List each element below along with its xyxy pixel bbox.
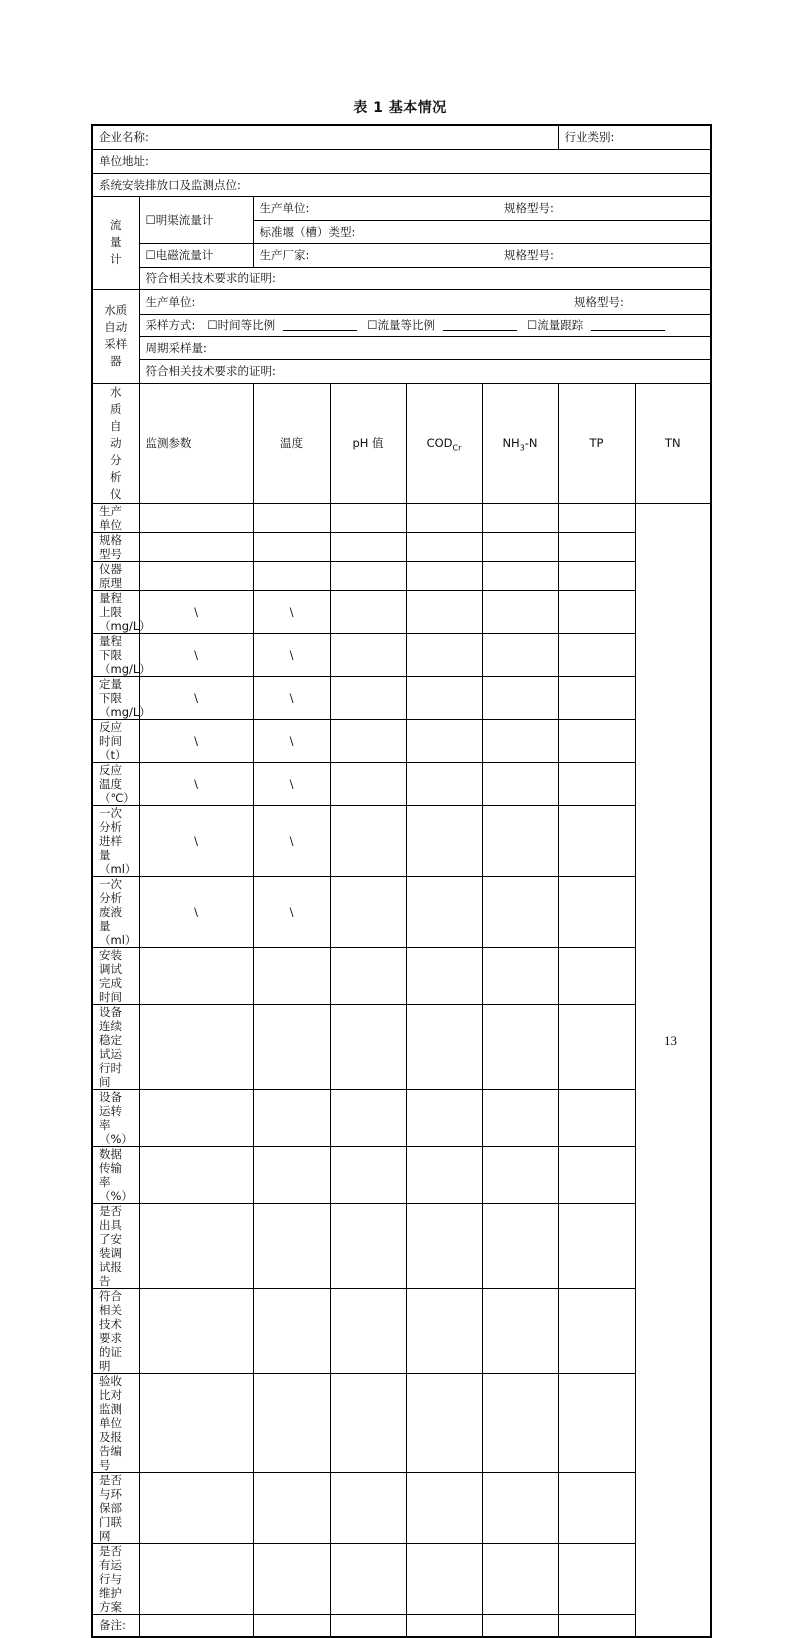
value-cell-cod[interactable] xyxy=(330,503,406,532)
table-row xyxy=(92,1614,711,1637)
parameter-label: 验收比对监测单位及报告编号 xyxy=(92,1373,139,1472)
parameter-label: 是否出具了安装调试报告 xyxy=(92,1203,139,1288)
value-cell-nh3n[interactable] xyxy=(406,561,482,590)
table-row xyxy=(92,1472,711,1543)
table-row xyxy=(92,805,711,876)
value-cell-nh3n[interactable] xyxy=(406,719,482,762)
value-cell-temp[interactable] xyxy=(139,1203,253,1288)
analyzer-group-label: 水 质 自 动 分 析 仪 xyxy=(92,383,139,503)
sampler-manufacturer-field[interactable]: 生产单位: xyxy=(145,294,196,309)
sampler-group-label: 水质 自动 采样 器 xyxy=(92,289,139,383)
value-cell-tn[interactable] xyxy=(558,762,635,805)
parameter-label: 定量下限（mg/L） xyxy=(92,676,139,719)
value-cell-cod[interactable] xyxy=(330,633,406,676)
value-cell-temp[interactable] xyxy=(139,1614,253,1637)
parameter-label: 一次分析废液量（ml） xyxy=(92,876,139,947)
company-row xyxy=(92,125,711,149)
col-header-tp: TP xyxy=(558,383,635,503)
value-cell-tn[interactable] xyxy=(558,1203,635,1288)
value-cell-tp[interactable] xyxy=(482,1203,558,1288)
table-row xyxy=(92,676,711,719)
table-row xyxy=(92,762,711,805)
sampler-row-3 xyxy=(92,336,711,359)
value-cell-tp[interactable] xyxy=(482,876,558,947)
outlet-row xyxy=(92,173,711,196)
parameter-label: 安装调试完成时间 xyxy=(92,947,139,1004)
value-cell-tn[interactable] xyxy=(558,1146,635,1203)
flow-proportional-blank[interactable] xyxy=(443,320,517,331)
value-cell-temp[interactable]: \ xyxy=(139,590,253,633)
flowmeter-group-label: 流 量 计 xyxy=(92,196,139,289)
value-cell-nh3n[interactable] xyxy=(406,590,482,633)
value-cell-nh3n[interactable] xyxy=(406,633,482,676)
flowmeter-manufacturer-field[interactable]: 生产单位: xyxy=(259,201,310,215)
value-cell-temp[interactable] xyxy=(139,561,253,590)
value-cell-nh3n[interactable] xyxy=(406,1614,482,1637)
parameter-label: 设备连续稳定试运行时间 xyxy=(92,1004,139,1089)
parameter-label: 设备运转率（%） xyxy=(92,1089,139,1146)
parameter-label: 量程上限（mg/L） xyxy=(92,590,139,633)
sampler-manufacturer-row xyxy=(139,289,711,314)
value-cell-tp[interactable] xyxy=(482,1373,558,1472)
parameter-label: 规格型号 xyxy=(92,532,139,561)
value-cell-temp[interactable] xyxy=(139,1472,253,1543)
flowmeter-row-4 xyxy=(92,267,711,289)
value-cell-tn[interactable] xyxy=(558,876,635,947)
outlet-field[interactable]: 系统安装排放口及监测点位: xyxy=(92,173,711,196)
value-cell-tp[interactable] xyxy=(482,590,558,633)
value-cell-cod[interactable] xyxy=(330,1288,406,1373)
table-row xyxy=(92,561,711,590)
value-cell-tp[interactable] xyxy=(482,1288,558,1373)
value-cell-ph[interactable]: \ xyxy=(253,719,330,762)
value-cell-temp[interactable] xyxy=(139,503,253,532)
value-cell-tn[interactable] xyxy=(558,1288,635,1373)
value-cell-ph[interactable] xyxy=(253,503,330,532)
time-proportional-checkbox[interactable]: ☐时间等比例 xyxy=(207,318,276,332)
value-cell-cod[interactable] xyxy=(330,532,406,561)
value-cell-nh3n[interactable] xyxy=(406,805,482,876)
value-cell-ph[interactable]: \ xyxy=(253,876,330,947)
value-cell-temp[interactable] xyxy=(139,1146,253,1203)
value-cell-tp[interactable] xyxy=(482,762,558,805)
value-cell-nh3n[interactable] xyxy=(406,1288,482,1373)
value-cell-tn[interactable] xyxy=(558,1543,635,1614)
value-cell-temp[interactable] xyxy=(139,1089,253,1146)
value-cell-tp[interactable] xyxy=(482,1614,558,1637)
parameter-label: 生产单位 xyxy=(92,503,139,532)
value-cell-nh3n[interactable] xyxy=(406,676,482,719)
value-cell-cod[interactable] xyxy=(330,762,406,805)
parameter-label: 一次分析进样量（ml） xyxy=(92,805,139,876)
value-cell-temp[interactable] xyxy=(139,1288,253,1373)
parameter-label: 数据传输率（%） xyxy=(92,1146,139,1203)
value-cell-temp[interactable]: \ xyxy=(139,676,253,719)
value-cell-ph[interactable]: \ xyxy=(253,676,330,719)
value-cell-ph[interactable]: \ xyxy=(253,805,330,876)
value-cell-tn[interactable] xyxy=(558,561,635,590)
sampler-row-2 xyxy=(92,314,711,336)
value-cell-temp[interactable]: \ xyxy=(139,719,253,762)
sampling-method-label: 采样方式: xyxy=(145,318,196,332)
value-cell-nh3n[interactable] xyxy=(406,1472,482,1543)
value-cell-tp[interactable] xyxy=(482,1146,558,1203)
page-number: 13 xyxy=(664,1033,677,1048)
value-cell-nh3n[interactable] xyxy=(406,762,482,805)
value-cell-ph[interactable] xyxy=(253,1146,330,1203)
value-cell-tn[interactable] xyxy=(558,503,635,532)
table-row xyxy=(92,1004,711,1089)
value-cell-nh3n[interactable] xyxy=(406,1004,482,1089)
table-row xyxy=(92,719,711,762)
value-cell-cod[interactable] xyxy=(330,805,406,876)
value-cell-temp[interactable] xyxy=(139,1373,253,1472)
value-cell-cod[interactable] xyxy=(330,590,406,633)
value-cell-ph[interactable]: \ xyxy=(253,590,330,633)
value-cell-ph[interactable] xyxy=(253,1472,330,1543)
parameter-label: 备注: xyxy=(92,1614,139,1637)
value-cell-cod[interactable] xyxy=(330,1089,406,1146)
value-cell-cod[interactable] xyxy=(330,561,406,590)
table-row xyxy=(92,1089,711,1146)
value-cell-tp[interactable] xyxy=(482,1089,558,1146)
value-cell-tn[interactable] xyxy=(558,590,635,633)
open-channel-flowmeter-checkbox[interactable]: ☐明渠流量计 xyxy=(139,196,253,243)
value-cell-tn[interactable] xyxy=(558,719,635,762)
value-cell-ph[interactable]: \ xyxy=(253,633,330,676)
value-cell-cod[interactable] xyxy=(330,1472,406,1543)
table-row xyxy=(92,1543,711,1614)
sampler-cert-field[interactable]: 符合相关技术要求的证明: xyxy=(139,359,711,383)
value-cell-temp[interactable]: \ xyxy=(139,805,253,876)
weir-type-field[interactable]: 标准堰（槽）类型: xyxy=(253,220,711,243)
value-cell-nh3n[interactable] xyxy=(406,1543,482,1614)
value-cell-ph[interactable] xyxy=(253,1203,330,1288)
parameter-label: 量程下限（mg/L） xyxy=(92,633,139,676)
flow-proportional-checkbox[interactable]: ☐流量等比例 xyxy=(367,318,435,332)
value-cell-temp[interactable]: \ xyxy=(139,876,253,947)
table-row xyxy=(92,876,711,947)
table-row xyxy=(92,590,711,633)
parameter-label: 符合相关技术要求的证明 xyxy=(92,1288,139,1373)
value-cell-tn[interactable] xyxy=(558,1373,635,1472)
value-cell-tn[interactable] xyxy=(558,1004,635,1089)
value-cell-nh3n[interactable] xyxy=(406,1089,482,1146)
value-cell-nh3n[interactable] xyxy=(406,876,482,947)
value-cell-ph[interactable] xyxy=(253,1373,330,1472)
value-cell-tp[interactable] xyxy=(482,805,558,876)
value-cell-cod[interactable] xyxy=(330,1004,406,1089)
table-row xyxy=(92,633,711,676)
value-cell-tn[interactable] xyxy=(558,1472,635,1543)
flow-tracking-blank[interactable] xyxy=(591,320,665,331)
address-row xyxy=(92,149,711,173)
value-cell-cod[interactable] xyxy=(330,1614,406,1637)
value-cell-cod[interactable] xyxy=(330,1203,406,1288)
sampler-row-1 xyxy=(92,289,711,314)
value-cell-ph[interactable] xyxy=(253,1004,330,1089)
value-cell-nh3n[interactable] xyxy=(406,503,482,532)
value-cell-tn[interactable] xyxy=(558,805,635,876)
address-field[interactable]: 单位地址: xyxy=(92,149,711,173)
col-header-nh3n: $NH_3-N$ xyxy=(482,383,558,503)
table-row xyxy=(92,1203,711,1288)
table-title: 表 1 基本情况 xyxy=(353,100,447,116)
value-cell-tp[interactable] xyxy=(482,719,558,762)
flowmeter-row-3 xyxy=(92,243,711,267)
parameter-label: 是否有运行与维护方案 xyxy=(92,1543,139,1614)
flowmeter-manufacturer-row xyxy=(253,196,711,220)
value-cell-ph[interactable] xyxy=(253,1543,330,1614)
table-row xyxy=(92,1288,711,1373)
value-cell-nh3n[interactable] xyxy=(406,1203,482,1288)
value-cell-tp[interactable] xyxy=(482,676,558,719)
table-row xyxy=(92,1373,711,1472)
value-cell-nh3n[interactable] xyxy=(406,947,482,1004)
flowmeter-factory-row xyxy=(253,243,711,267)
table-row xyxy=(92,947,711,1004)
table-row xyxy=(92,1146,711,1203)
col-header-temperature: 温度 xyxy=(253,383,330,503)
value-cell-ph[interactable] xyxy=(253,947,330,1004)
value-cell-temp[interactable]: \ xyxy=(139,762,253,805)
value-cell-ph[interactable]: \ xyxy=(253,762,330,805)
value-cell-tp[interactable] xyxy=(482,1004,558,1089)
period-sampling-field[interactable]: 周期采样量: xyxy=(139,336,711,359)
industry-field[interactable]: 行业类别: xyxy=(558,125,711,149)
value-cell-cod[interactable] xyxy=(330,1373,406,1472)
value-cell-nh3n[interactable] xyxy=(406,1146,482,1203)
value-cell-temp[interactable] xyxy=(139,1004,253,1089)
value-cell-nh3n[interactable] xyxy=(406,532,482,561)
value-cell-nh3n[interactable] xyxy=(406,1373,482,1472)
value-cell-ph[interactable] xyxy=(253,1288,330,1373)
value-cell-ph[interactable] xyxy=(253,532,330,561)
parameter-label: 仪器原理 xyxy=(92,561,139,590)
value-cell-ph[interactable] xyxy=(253,561,330,590)
sampler-model-field[interactable]: 规格型号: xyxy=(574,294,624,309)
value-cell-tp[interactable] xyxy=(482,532,558,561)
value-cell-tn[interactable] xyxy=(558,532,635,561)
parameter-label: 是否与环保部门联网 xyxy=(92,1472,139,1543)
col-header-ph: pH 值 xyxy=(330,383,406,503)
value-cell-tp[interactable] xyxy=(482,1543,558,1614)
analyzer-rows xyxy=(92,503,711,1637)
parameter-label: 反应温度（℃） xyxy=(92,762,139,805)
flowmeter-factory-field[interactable]: 生产厂家: xyxy=(259,248,310,262)
time-proportional-blank[interactable] xyxy=(283,320,357,331)
value-cell-cod[interactable] xyxy=(330,947,406,1004)
value-cell-temp[interactable] xyxy=(139,947,253,1004)
value-cell-cod[interactable] xyxy=(330,876,406,947)
value-cell-tn[interactable] xyxy=(558,1614,635,1637)
flowmeter-cert-field[interactable]: 符合相关技术要求的证明: xyxy=(139,267,711,289)
value-cell-tp[interactable] xyxy=(482,561,558,590)
value-cell-temp[interactable] xyxy=(139,532,253,561)
flow-tracking-checkbox[interactable]: ☐流量跟踪 xyxy=(527,318,584,332)
value-cell-tn[interactable] xyxy=(558,633,635,676)
company-field[interactable]: 企业名称: xyxy=(92,125,558,149)
value-cell-cod[interactable] xyxy=(330,1543,406,1614)
electromagnetic-flowmeter-checkbox[interactable]: ☐电磁流量计 xyxy=(139,243,253,267)
table-row xyxy=(92,503,711,532)
value-cell-temp[interactable] xyxy=(139,1543,253,1614)
value-cell-cod[interactable] xyxy=(330,1146,406,1203)
flowmeter-row-1 xyxy=(92,196,711,220)
flowmeter-model-field[interactable]: 规格型号: xyxy=(504,201,554,215)
value-cell-cod[interactable] xyxy=(330,676,406,719)
basic-info-table xyxy=(91,124,712,1638)
table-row xyxy=(92,532,711,561)
flowmeter-model2-field[interactable]: 规格型号: xyxy=(504,248,554,262)
value-cell-tp[interactable] xyxy=(482,633,558,676)
sampler-row-4 xyxy=(92,359,711,383)
parameter-label: 反应时间（t） xyxy=(92,719,139,762)
value-cell-tn[interactable] xyxy=(558,947,635,1004)
value-cell-tn[interactable] xyxy=(558,1089,635,1146)
analyzer-header-row xyxy=(92,383,711,503)
value-cell-temp[interactable]: \ xyxy=(139,633,253,676)
value-cell-tp[interactable] xyxy=(482,947,558,1004)
value-cell-tp[interactable] xyxy=(482,1472,558,1543)
col-header-parameter: 监测参数 xyxy=(139,383,253,503)
col-header-tn: TN xyxy=(635,383,711,503)
col-header-cod: $COD_{Cr}$ xyxy=(406,383,482,503)
value-cell-ph[interactable] xyxy=(253,1089,330,1146)
value-cell-cod[interactable] xyxy=(330,719,406,762)
value-cell-ph[interactable] xyxy=(253,1614,330,1637)
sampling-method-row xyxy=(139,314,711,336)
value-cell-tp[interactable] xyxy=(482,503,558,532)
value-cell-tn[interactable] xyxy=(558,676,635,719)
